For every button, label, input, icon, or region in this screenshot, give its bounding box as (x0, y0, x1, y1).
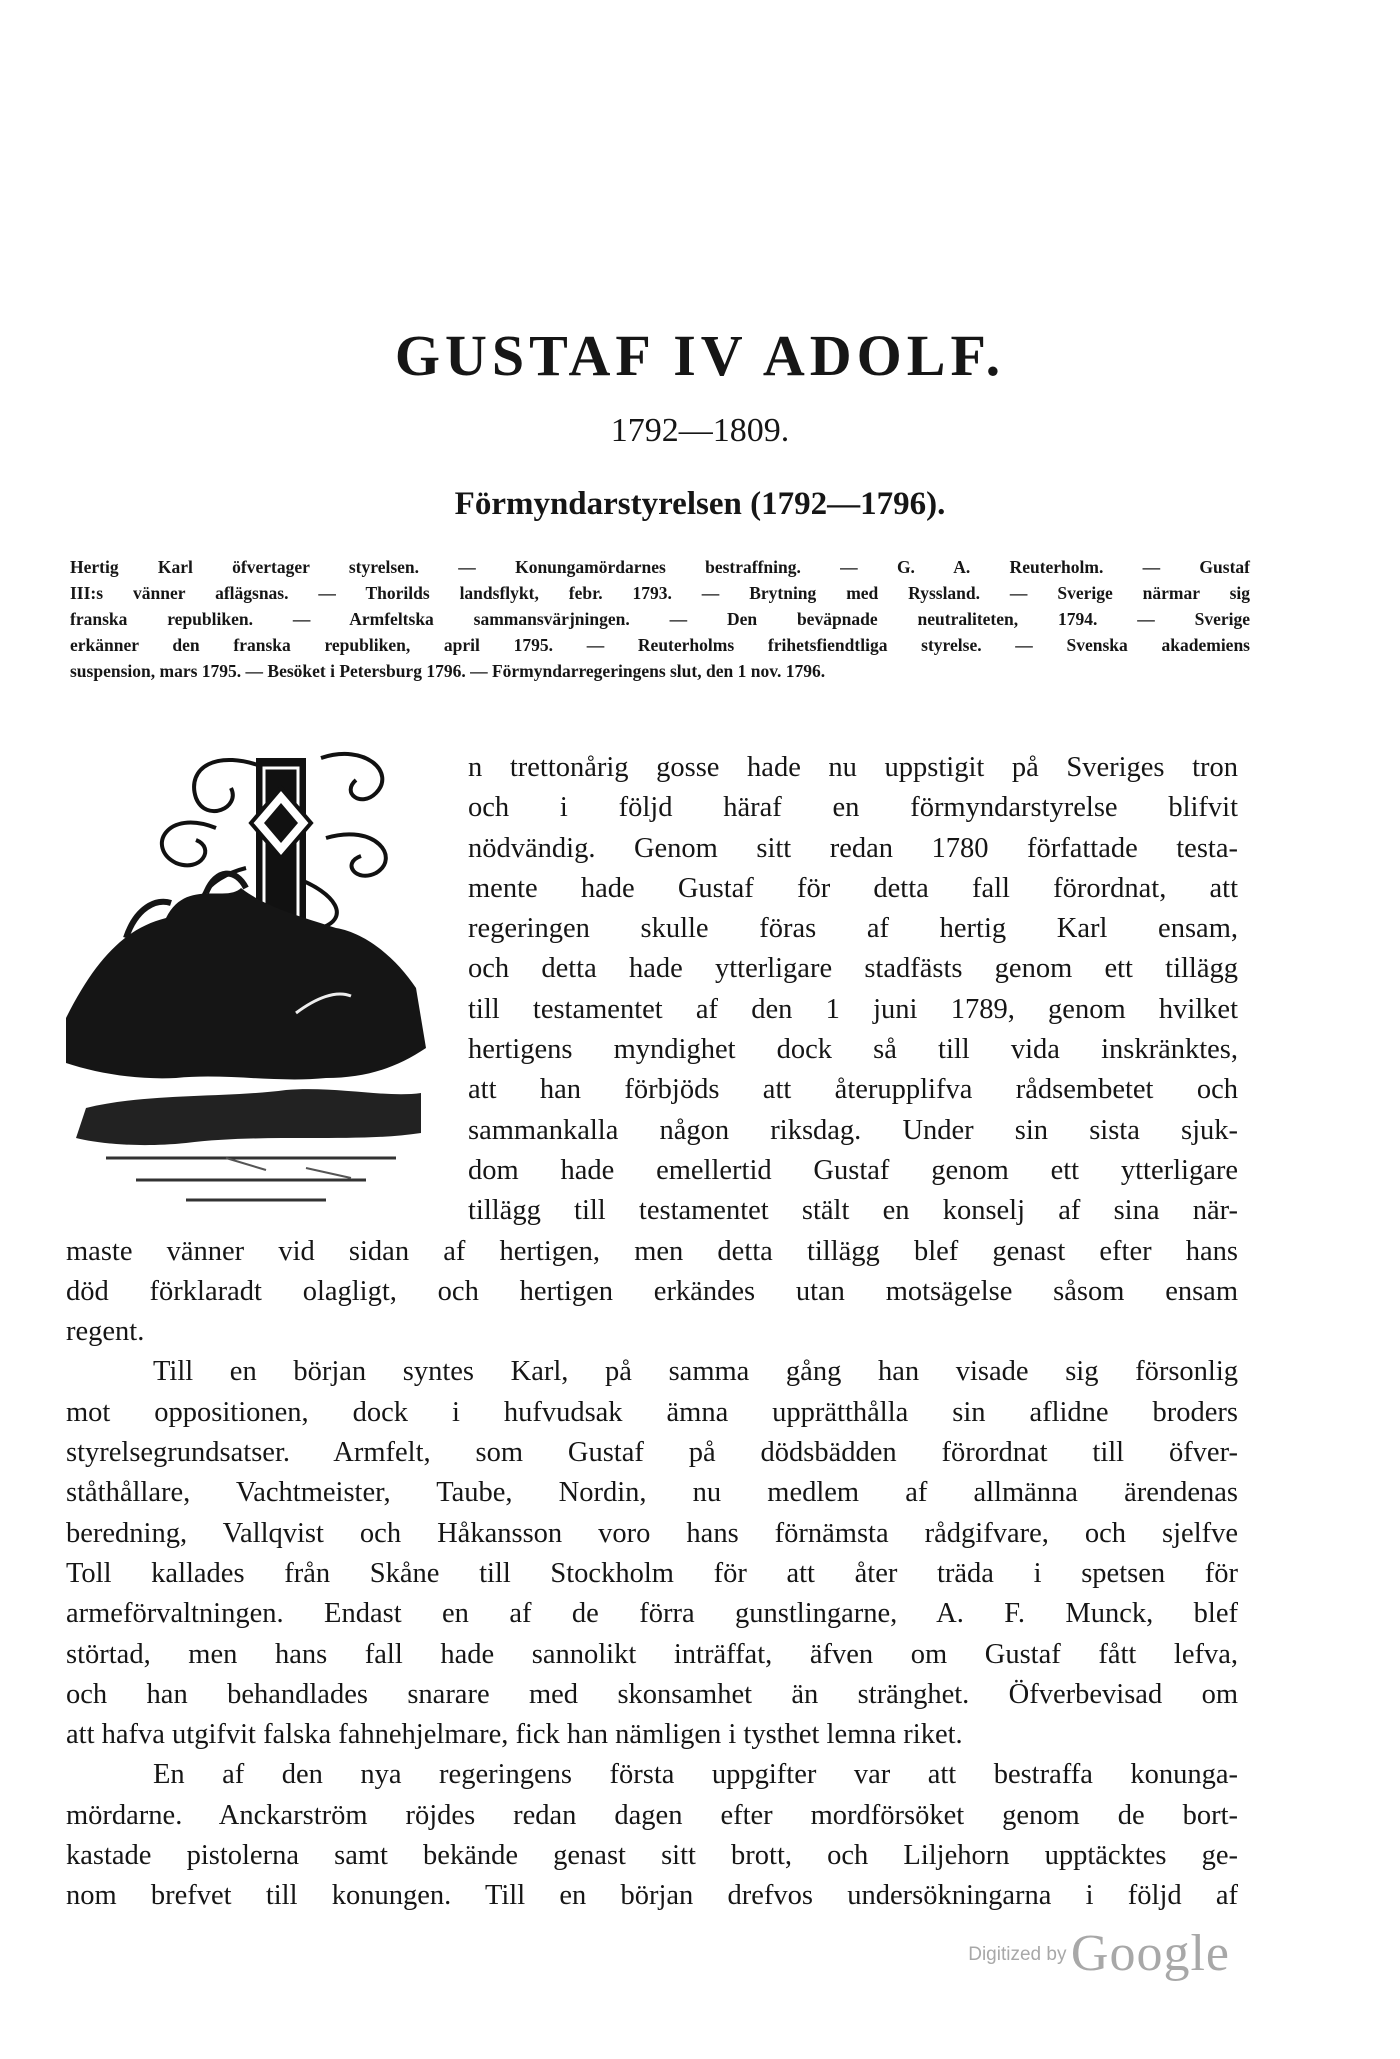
text-line: mot oppositionen, dock i hufvudsak ämna upprätthålla sin aflidne broders (66, 1396, 1238, 1428)
text-line: Toll kallades från Skåne till Stockholm för att åter träda i spetsen för (66, 1557, 1238, 1589)
text-line: kastade pistolerna samt bekände genast sitt brott, och Liljehorn upptäcktes ge- (66, 1840, 1238, 1872)
text-line: och i följd häraf en förmyndarstyrelse blifvit (468, 792, 1238, 824)
text-line: och han behandlades snarare med skonsamhet än stränghet. Öfverbevisad om (66, 1678, 1238, 1710)
body-text (66, 748, 1238, 1917)
text-line: styrelsegrundsatser. Armfelt, som Gustaf på dödsbädden förordnat till öfver- (66, 1437, 1238, 1469)
text-line: En af den nya regeringens första uppgifter var att bestraffa konunga- (153, 1759, 1238, 1791)
summary-line: III:s vänner aflägsnas. — Thorilds landsflykt, febr. 1793. — Brytning med Ryssland. — Sverige närmar sig (70, 583, 1250, 603)
text-line: nom brefvet till konungen. Till en början drefvos undersökningarna i följd af (66, 1880, 1238, 1912)
text-line: regeringen skulle föras af hertig Karl ensam, (468, 913, 1238, 945)
text-line: att hafva utgifvit falska fahnehjelmare, fick han nämligen i tysthet lemna riket. (66, 1719, 963, 1751)
section-title: Förmyndarstyrelsen (1792—1796). (454, 486, 946, 522)
text-line: att han förbjöds att återupplifva rådsembetet och (468, 1074, 1238, 1106)
chapter-title: GUSTAF IV ADOLF. (394, 323, 1006, 388)
text-line: armeförvaltningen. Endast en af de förra gunstlingarne, A. F. Munck, blef (66, 1598, 1238, 1630)
summary-line: suspension, mars 1795. — Besöket i Petersburg 1796. — Förmyndarregeringens slut, den 1 nov. 1796. (70, 661, 826, 681)
text-line: död förklaradt olagligt, och hertigen erkändes utan motsägelse såsom ensam (66, 1275, 1238, 1307)
text-line: beredning, Vallqvist och Håkansson voro hans förnämsta rådgifvare, och sjelfve (66, 1517, 1238, 1549)
text-line: hertigens myndighet dock så till vida inskränktes, (468, 1034, 1238, 1066)
text-line: tillägg till testamentet stält en konselj af sina när- (468, 1195, 1238, 1227)
text-line: maste vänner vid sidan af hertigen, men detta tillägg blef genast efter hans (66, 1235, 1238, 1267)
google-logo: Google (1070, 1925, 1230, 1982)
chapter-years: 1792—1809. (610, 412, 790, 449)
text-line: dom hade emellertid Gustaf genom ett ytterligare (468, 1154, 1238, 1186)
chapter-summary (70, 554, 1250, 684)
digitized-label: Digitized by (968, 1944, 1067, 1965)
text-line: nödvändig. Genom sitt redan 1780 författade testa- (468, 832, 1238, 864)
text-line: regent. (66, 1316, 145, 1348)
summary-line: franska republiken. — Armfeltska sammansvärjningen. — Den beväpnade neutraliteten, 1794. — Sverige (70, 609, 1250, 629)
text-line: mördarne. Anckarström röjdes redan dagen efter mordförsöket genom de bort- (66, 1799, 1238, 1831)
digitized-watermark (968, 1924, 1230, 1983)
text-line: till testamentet af den 1 juni 1789, genom hvilket (468, 993, 1238, 1025)
text-line: sammankalla någon riksdag. Under sin sista sjuk- (468, 1114, 1238, 1146)
text-line: störtad, men hans fall hade sannolikt inträffat, äfven om Gustaf fått lefva, (66, 1638, 1238, 1670)
text-line: n trettonårig gosse hade nu uppstigit på Sveriges tron (468, 752, 1238, 783)
text-line: Till en början syntes Karl, på samma gång han visade sig försonlig (153, 1356, 1238, 1388)
text-line: ståthållare, Vachtmeister, Taube, Nordin, nu medlem af allmänna ärendenas (66, 1477, 1238, 1509)
text-line: och detta hade ytterligare stadfästs genom ett tillägg (468, 953, 1238, 985)
summary-line: Hertig Karl öfvertager styrelsen. — Konungamördarnes bestraffning. — G. A. Reuterholm. — Gustaf (70, 557, 1250, 577)
text-line: mente hade Gustaf för detta fall förordnat, att (468, 872, 1238, 904)
summary-line: erkänner den franska republiken, april 1795. — Reuterholms frihetsfiendtliga styrelse. — Svenska akademiens (70, 635, 1250, 655)
